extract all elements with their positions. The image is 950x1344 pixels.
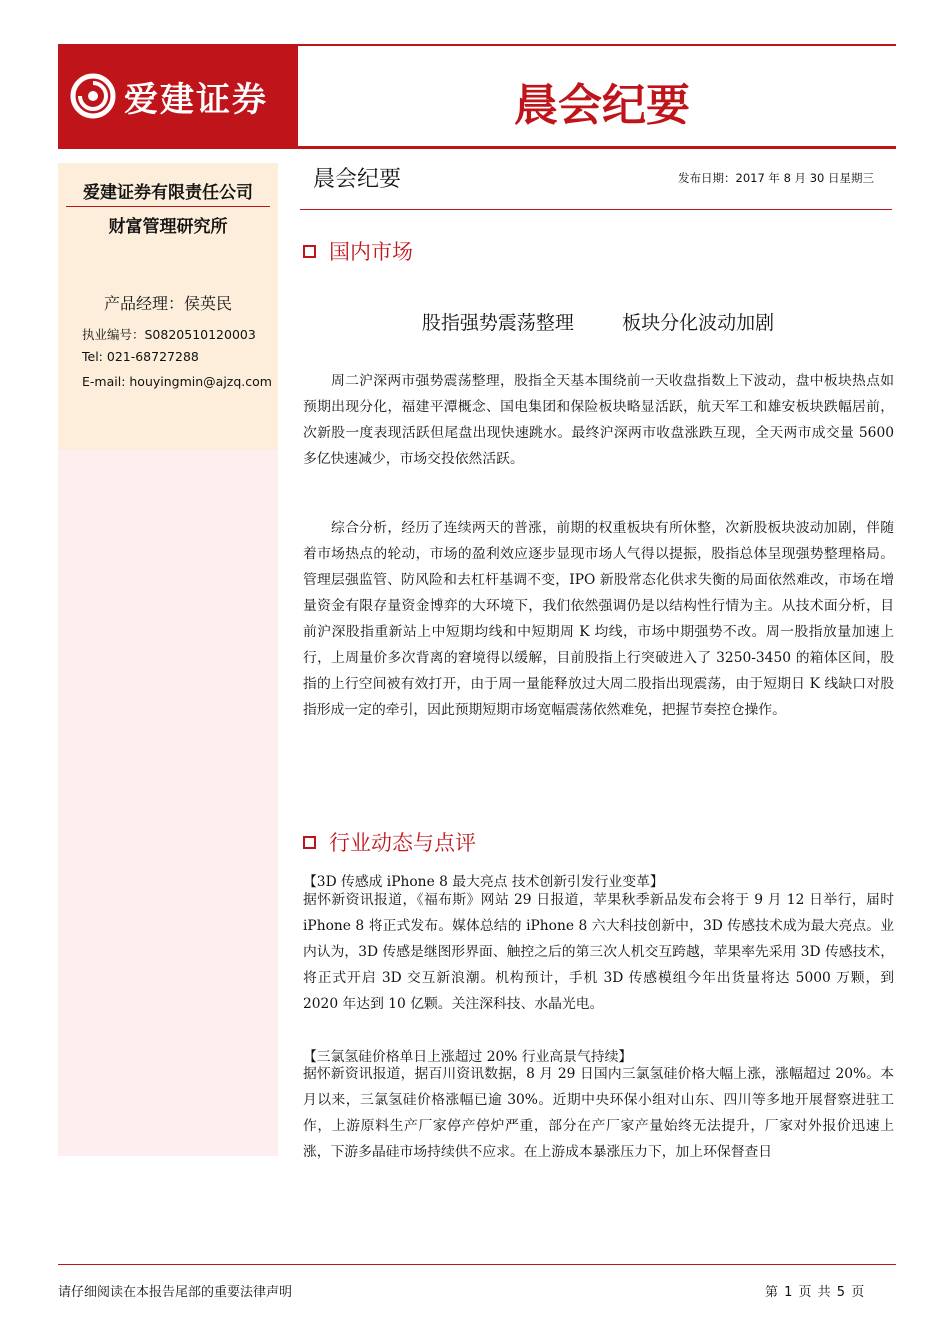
product-manager: 产品经理：侯英民 bbox=[103, 294, 232, 313]
publish-date: 发布日期：2017 年 8 月 30 日星期三 bbox=[678, 171, 874, 185]
page-number: 第 1 页 共 5 页 bbox=[765, 1285, 866, 1300]
report-subtitle: 晨会纪要 bbox=[313, 167, 402, 192]
company-divider bbox=[66, 206, 270, 207]
footer-rule bbox=[58, 1264, 896, 1265]
logo-swirl-icon bbox=[70, 73, 116, 119]
section-heading: 国内市场 bbox=[329, 240, 413, 264]
news-body: 据怀新资讯报道，《福布斯》网站 29 日报道，苹果秋季新品发布会将于 9 月 12 日举行，届时 iPhone 8 将正式发布。媒体总结的 iPhone 8 六大科技创新中，3D 传感技术成为最大亮点。业内认为，3D 传感是继图形界面、触控之后的第三次人机交互跨越，苹果率先采用 3D 传感技术，将正式开启 3D 交互新浪潮。机构预计，手机 3D 传感模组今年出货量将达 5000 万颗，到 2020 年达到 10 亿颗。关注深科技、水晶光电。 bbox=[303, 892, 894, 1012]
sidebar-info-panel bbox=[58, 163, 278, 450]
institute-name: 财富管理研究所 bbox=[108, 217, 228, 237]
section-domestic-market bbox=[303, 236, 413, 266]
section-heading: 行业动态与点评 bbox=[329, 831, 476, 855]
brand-logo bbox=[58, 46, 298, 146]
news-title: 【三氯氢硅价格单日上涨超过 20% 行业高景气持续】 bbox=[303, 1049, 633, 1065]
header-bottom-rule bbox=[58, 146, 896, 149]
market-analysis-paragraph: 综合分析，经历了连续两天的普涨，前期的权重板块有所休整，次新股板块波动加剧，伴随着市场热点的轮动，市场的盈利效应逐步显现市场人气得以提振，股指总体呈现强势整理格局。管理层强监管、防风险和去杠杆基调不变，IPO 新股常态化供求失衡的局面依然难改，市场在增量资金有限存量资金博弈的大环境下，我们依然强调仍是以结构性行情为主。从技术面分析，目前沪深股指重新站上中短期均线和中短期周 K 均线，市场中期强势不改。周一股指放量加速上行，上周量价多次背离的窘境得以缓解，目前股指上行突破进入了 3250-3450 的箱体区间，股指的上行空间被有效打开，由于周一量能释放过大周二股指出现震荡，由于短期日 K 线缺口对股指形成一定的牵引，因此预期短期市场宽幅震荡依然难免，把握节奏控仓操作。 bbox=[303, 520, 894, 718]
license-number: 执业编号：S0820510120003 bbox=[82, 327, 256, 342]
subtitle-rule bbox=[300, 209, 892, 210]
legal-notice: 请仔细阅读在本报告尾部的重要法律声明 bbox=[58, 1285, 293, 1300]
square-bullet-icon bbox=[303, 836, 316, 849]
news-title: 【3D 传感成 iPhone 8 最大亮点 技术创新引发行业变革】 bbox=[303, 874, 664, 890]
market-headline: 股指强势震荡整理 板块分化波动加剧 bbox=[421, 312, 775, 334]
sidebar bbox=[58, 163, 278, 1156]
square-bullet-icon bbox=[303, 245, 316, 258]
contact-tel: Tel: 021-68727288 bbox=[82, 349, 199, 364]
market-paragraph: 周二沪深两市强势震荡整理，股指全天基本围绕前一天收盘指数上下波动，盘中板块热点如预期出现分化，福建平潭概念、国电集团和保险板块略显活跃，航天军工和雄安板块跌幅居前，次新股一度表现活跃但尾盘出现快速跳水。最终沪深两市收盘涨跌互现，全天两市成交量 5600 多亿快速减少，市场交投依然活跃。 bbox=[303, 373, 894, 467]
section-industry-news bbox=[303, 827, 476, 857]
company-name: 爱建证券有限责任公司 bbox=[83, 183, 253, 203]
page-title: 晨会纪要 bbox=[514, 80, 690, 131]
news-body: 据怀新资讯报道，据百川资讯数据，8 月 29 日国内三氯氢硅价格大幅上涨，涨幅超过 20%。本月以来，三氯氢硅价格涨幅已逾 30%。近期中央环保小组对山东、四川等多地开展督察进驻工作，上游原料生产厂家停产停炉严重，部分在产厂家产量始终无法提升，厂家对外报价迅速上涨，下游多晶硅市场持续供不应求。在上游成本暴涨压力下，加上环保督查日 bbox=[303, 1066, 894, 1160]
logo-text: 爱建证券 bbox=[124, 79, 268, 120]
contact-email: E-mail: houyingmin@ajzq.com bbox=[82, 374, 272, 389]
